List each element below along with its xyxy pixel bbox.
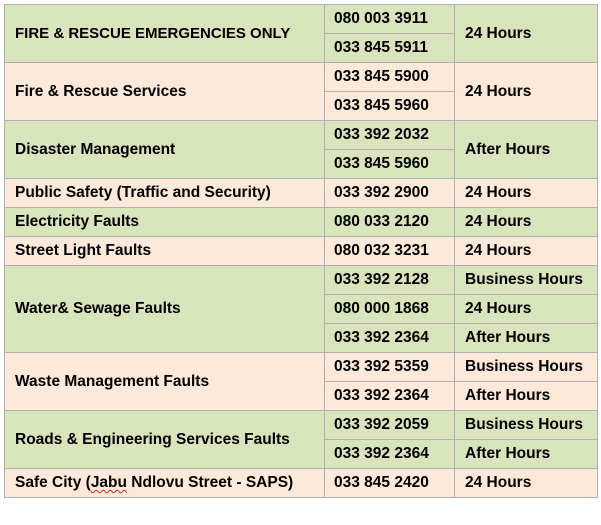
hours-cell: 24 Hours [455, 5, 598, 63]
table-row-roads-engineering-faults [5, 411, 598, 440]
phone-number-cell: 080 003 3911 [325, 5, 455, 34]
table-row-street-light-faults [5, 237, 598, 266]
service-name-cell: Street Light Faults [5, 237, 325, 266]
phone-number-cell: 080 000 1868 [325, 295, 455, 324]
phone-number-cell: 033 392 2364 [325, 324, 455, 353]
hours-cell: After Hours [455, 121, 598, 179]
phone-number-cell: 033 392 2032 [325, 121, 455, 150]
service-name-cell: Public Safety (Traffic and Security) [5, 179, 325, 208]
hours-cell: After Hours [455, 440, 598, 469]
table-row-waste-management-faults [5, 353, 598, 382]
table-row-safe-city [5, 469, 598, 498]
phone-number-cell: 033 392 2364 [325, 382, 455, 411]
emergency-contacts-table [4, 4, 598, 498]
table-row-disaster-management [5, 121, 598, 150]
hours-cell: 24 Hours [455, 469, 598, 498]
phone-number-cell: 080 032 3231 [325, 237, 455, 266]
phone-number-cell: 033 392 2900 [325, 179, 455, 208]
hours-cell: Business Hours [455, 411, 598, 440]
service-name-cell: Electricity Faults [5, 208, 325, 237]
phone-number-cell: 033 845 5900 [325, 63, 455, 92]
table-row-water-sewage-faults [5, 266, 598, 295]
hours-cell: 24 Hours [455, 63, 598, 121]
hours-cell: Business Hours [455, 353, 598, 382]
table-row-fire-rescue-services [5, 63, 598, 92]
hours-cell: Business Hours [455, 266, 598, 295]
spellcheck-flagged-word: Jabu [90, 474, 127, 491]
hours-cell: 24 Hours [455, 179, 598, 208]
hours-cell: After Hours [455, 382, 598, 411]
service-name-cell [5, 469, 325, 498]
phone-number-cell: 033 392 2059 [325, 411, 455, 440]
service-name-cell: Waste Management Faults [5, 353, 325, 411]
service-name-cell: FIRE & RESCUE EMERGENCIES ONLY [5, 5, 325, 63]
service-name-part: Safe City ( [15, 474, 91, 491]
phone-number-cell: 033 392 5359 [325, 353, 455, 382]
phone-number-cell: 080 033 2120 [325, 208, 455, 237]
service-name-cell: Fire & Rescue Services [5, 63, 325, 121]
service-name-cell: Disaster Management [5, 121, 325, 179]
phone-number-cell: 033 845 2420 [325, 469, 455, 498]
phone-number-cell: 033 845 5960 [325, 92, 455, 121]
phone-number-cell: 033 845 5911 [325, 34, 455, 63]
hours-cell: After Hours [455, 324, 598, 353]
table-row-public-safety [5, 179, 598, 208]
hours-cell: 24 Hours [455, 237, 598, 266]
table-row-fire-rescue-emergencies [5, 5, 598, 34]
hours-cell: 24 Hours [455, 295, 598, 324]
service-name-cell: Roads & Engineering Services Faults [5, 411, 325, 469]
service-name-part: Ndlovu Street - SAPS) [127, 474, 294, 491]
hours-cell: 24 Hours [455, 208, 598, 237]
table-row-electricity-faults [5, 208, 598, 237]
phone-number-cell: 033 845 5960 [325, 150, 455, 179]
phone-number-cell: 033 392 2364 [325, 440, 455, 469]
service-name-cell: Water& Sewage Faults [5, 266, 325, 353]
phone-number-cell: 033 392 2128 [325, 266, 455, 295]
